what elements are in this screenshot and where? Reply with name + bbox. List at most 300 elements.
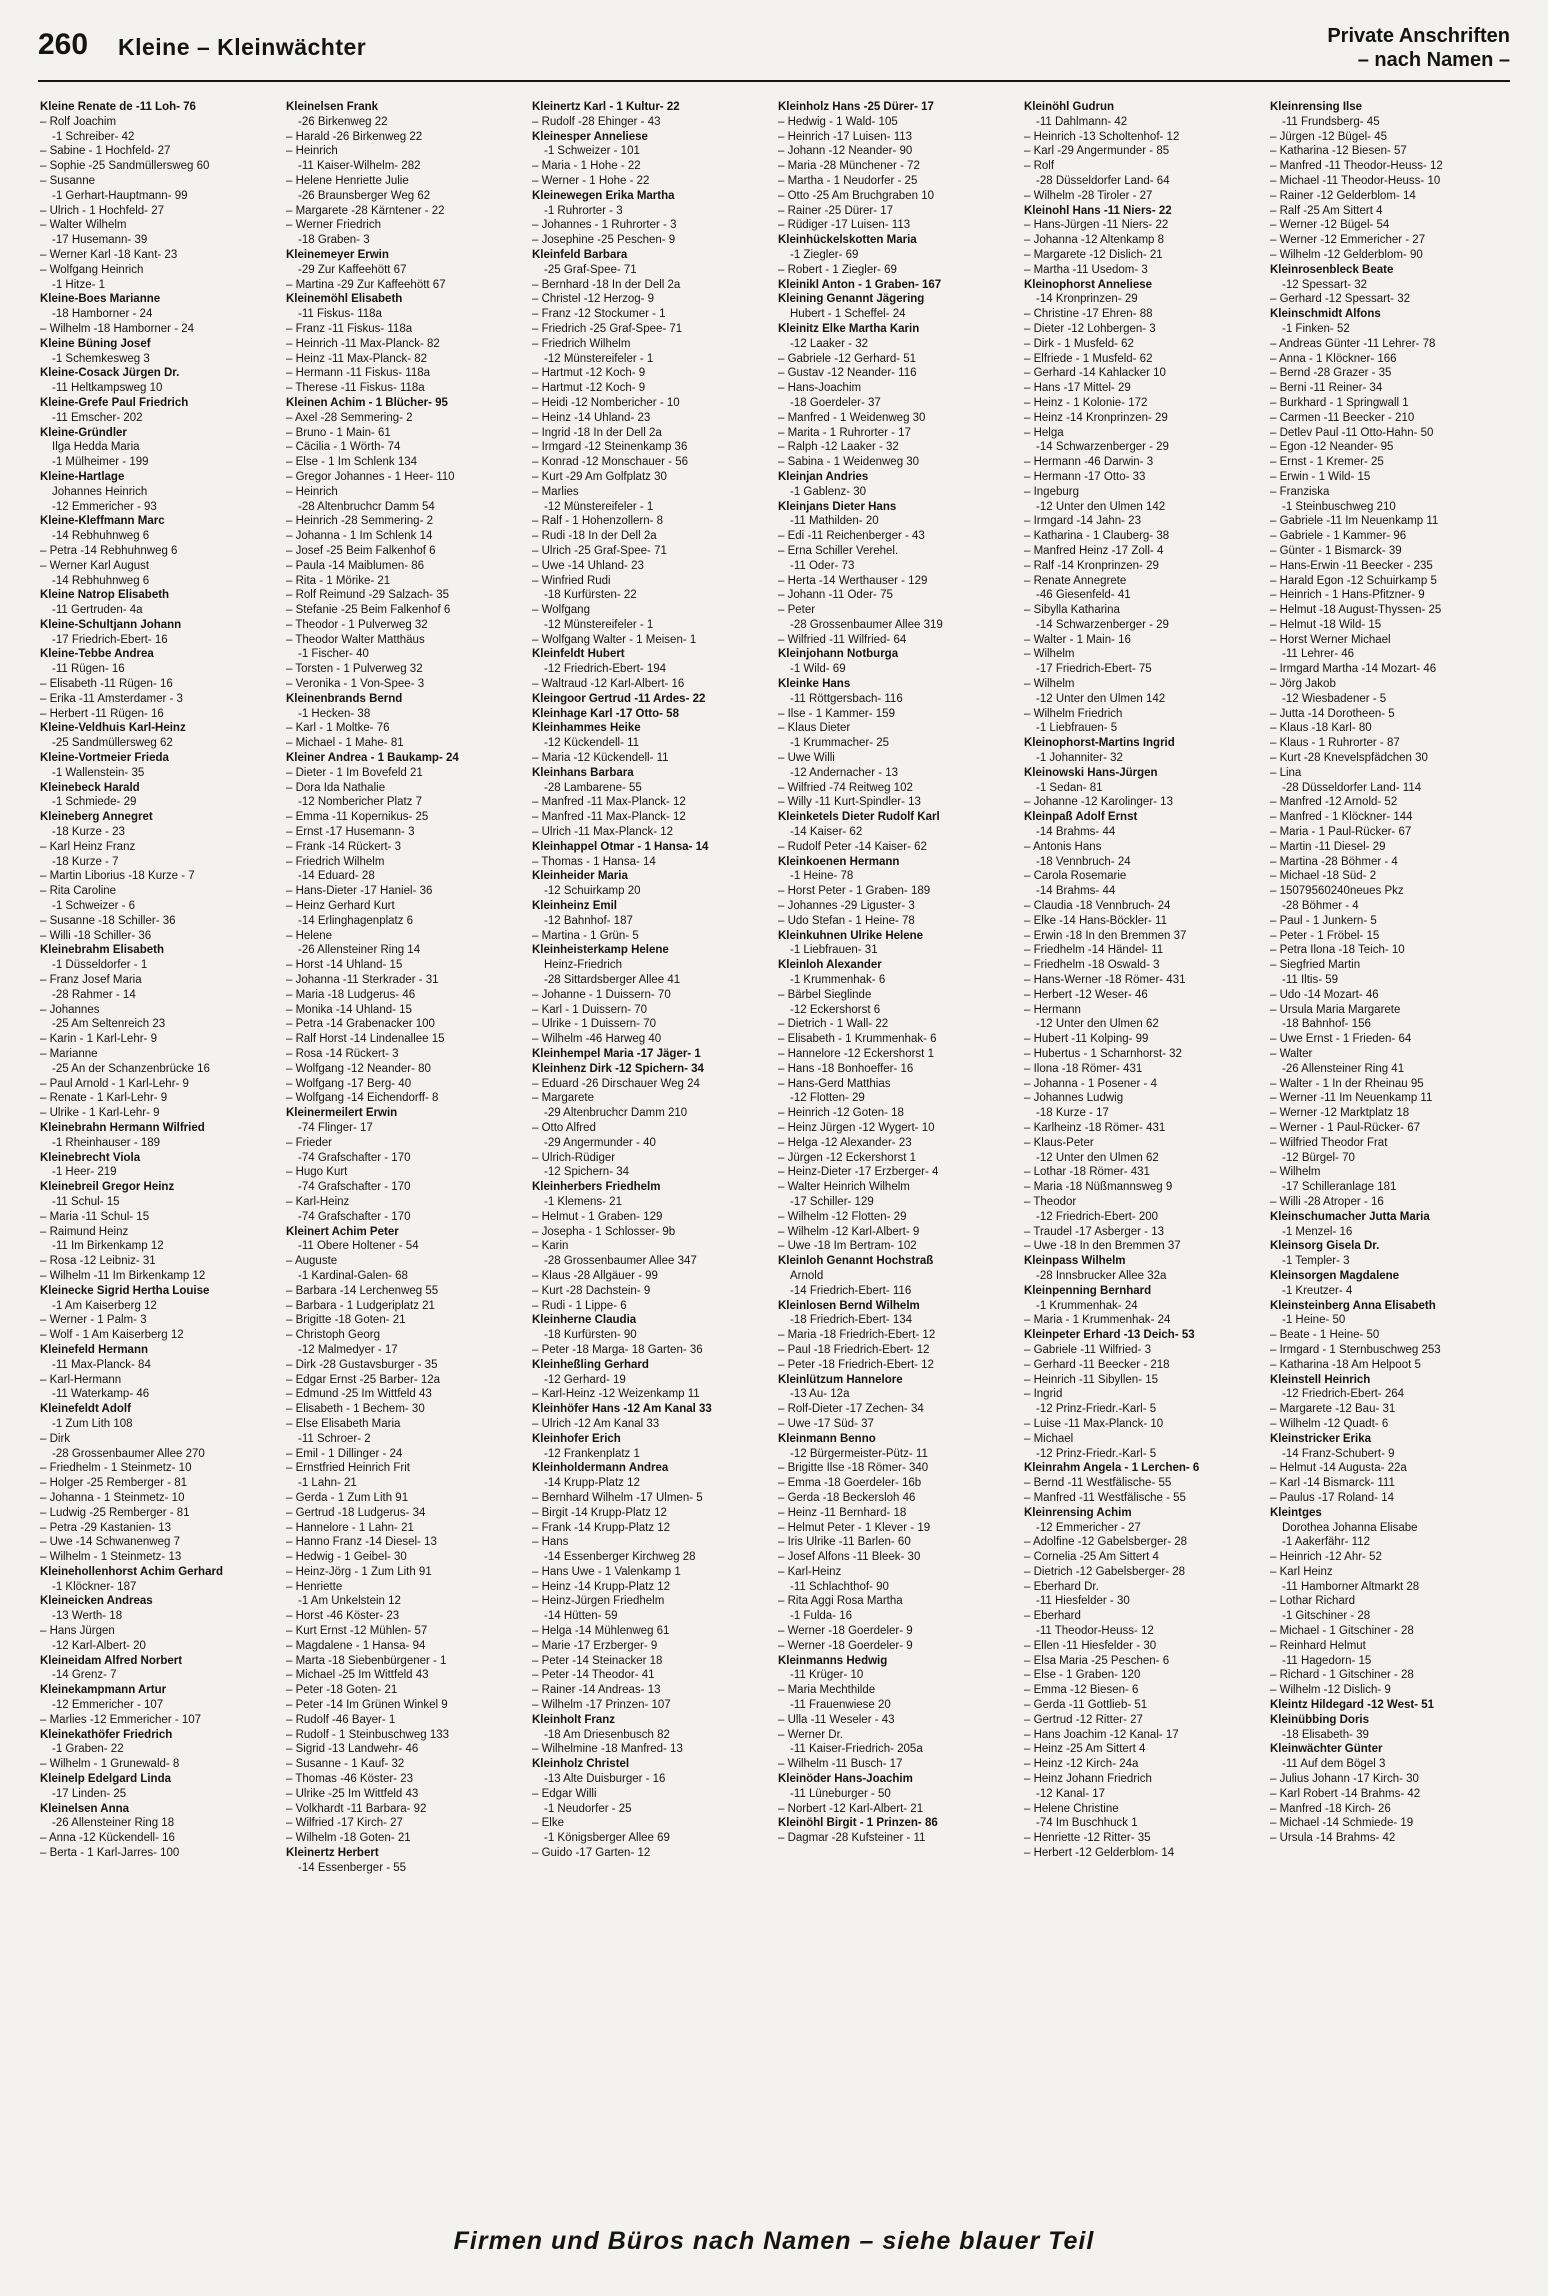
- directory-entry: – Heinz Johann Friedrich: [1024, 1773, 1152, 1786]
- directory-entry: -1 Liebfrauen- 5: [1036, 722, 1118, 735]
- directory-entry: Kleine-Cosack Jürgen Dr.: [40, 367, 180, 380]
- directory-entry: Kleinertz Herbert: [286, 1847, 379, 1860]
- directory-entry: – Peter - 1 Fröbel- 15: [1270, 929, 1380, 942]
- directory-entry: – Heinrich: [286, 145, 338, 158]
- directory-entry: – Franz -12 Stockumer - 1: [532, 308, 666, 321]
- directory-entry: – Werner Friedrich: [286, 219, 382, 232]
- directory-entry: – Petra -14 Grabenacker 100: [286, 1018, 435, 1031]
- directory-entry: – Marta -18 Siebenbürgener - 1: [286, 1654, 447, 1667]
- directory-entry: -14 Kronprinzen- 29: [1036, 293, 1138, 306]
- directory-entry: – Günter - 1 Bismarck- 39: [1270, 544, 1402, 557]
- directory-entry: – Martina -28 Böhmer - 4: [1270, 855, 1398, 868]
- directory-entry: – Emma -18 Goerdeler- 16b: [778, 1477, 922, 1490]
- directory-entry: – Martina - 1 Grün- 5: [532, 929, 639, 942]
- directory-entry: -12 Bürgel- 70: [1282, 1151, 1355, 1164]
- directory-entry: -12 Münstereifeler - 1: [544, 500, 654, 513]
- directory-entry: – Heinrich -28 Semmering- 2: [286, 515, 434, 528]
- directory-entry: Kleinhückelskotten Maria: [778, 234, 917, 247]
- directory-entry: – Kurt -28 Knevelspfädchen 30: [1270, 752, 1428, 765]
- directory-entry: Kleine Büning Josef: [40, 337, 151, 350]
- directory-entry: – Claudia -18 Vennbruch- 24: [1024, 900, 1171, 913]
- directory-entry: – Bernhard Wilhelm -17 Ulmen- 5: [532, 1491, 703, 1504]
- directory-entry: -12 Münstereifeler - 1: [544, 618, 654, 631]
- directory-entry: -28 Altenbruchcr Damm 54: [298, 500, 435, 513]
- directory-entry: -1 Krummenhak- 24: [1036, 1299, 1138, 1312]
- directory-entry: – Michael: [1024, 1432, 1074, 1445]
- directory-entry: -28 Düsseldorfer Land- 64: [1036, 174, 1170, 187]
- directory-entry: -28 Grossenbaumer Allee 270: [52, 1447, 205, 1460]
- directory-entry: – Dirk - 1 Musfeld- 62: [1024, 337, 1134, 350]
- directory-entry: Kleinebeck Harald: [40, 781, 140, 794]
- directory-entry: -1 Kardinal-Galen- 68: [298, 1269, 408, 1282]
- directory-entry: – Hans-Dieter -17 Haniel- 36: [286, 885, 433, 898]
- directory-entry: – Jörg Jakob: [1270, 678, 1336, 691]
- directory-entry: Kleinesper Anneliese: [532, 130, 648, 143]
- directory-entry: – Werner -11 Im Neuenkamp 11: [1270, 1092, 1433, 1105]
- directory-entry: – Horst Peter - 1 Graben- 189: [778, 885, 931, 898]
- directory-entry: – Martha - 1 Neudorfer - 25: [778, 174, 918, 187]
- directory-entry: – Ralf - 1 Hohenzollern- 8: [532, 515, 664, 528]
- directory-entry: – Wilhelm: [1024, 648, 1075, 661]
- directory-entry: – Anna - 1 Klöckner- 166: [1270, 352, 1397, 365]
- directory-entry: – Auguste: [286, 1255, 338, 1268]
- directory-entry: -29 Altenbruchcr Damm 210: [544, 1107, 688, 1120]
- directory-entry: Kleinrahm Angela - 1 Lerchen- 6: [1024, 1462, 1200, 1475]
- directory-entry: – Peter -14 Theodor- 41: [532, 1669, 655, 1682]
- directory-entry: Kleine-Vortmeier Frieda: [40, 752, 169, 765]
- directory-entry: – Wolfgang Heinrich: [40, 263, 144, 276]
- directory-entry: – Karl -29 Angermunder - 85: [1024, 145, 1170, 158]
- directory-entry: -1 Schemkesweg 3: [52, 352, 150, 365]
- directory-entry: – Norbert -12 Karl-Albert- 21: [778, 1802, 924, 1815]
- directory-entry: Kleinhappel Otmar - 1 Hansa- 14: [532, 840, 709, 853]
- directory-entry: Kleine-Kleffmann Marc: [40, 515, 165, 528]
- directory-entry: – Wilhelm: [1024, 678, 1075, 691]
- directory-entry: -25 Am Seltenreich 23: [52, 1018, 166, 1031]
- page-header: [38, 25, 1510, 76]
- directory-entry: Kleineicken Andreas: [40, 1595, 153, 1608]
- directory-entry: -18 Elisabeth- 39: [1282, 1728, 1369, 1741]
- directory-entry: – Karl-Heinz -12 Weizenkamp 11: [532, 1388, 700, 1401]
- directory-entry: – Sigrid -13 Landwehr- 46: [286, 1743, 419, 1756]
- directory-entry: Kleinjohann Notburga: [778, 648, 899, 661]
- page-title: Kleine – Kleinwächter: [118, 34, 367, 60]
- directory-entry: – Rosa -12 Leibniz- 31: [40, 1255, 156, 1268]
- directory-entry: Kleinkoenen Hermann: [778, 855, 900, 868]
- directory-entry: – Dieter -12 Lohbergen- 3: [1024, 322, 1156, 335]
- directory-entry: – Franz Josef Maria: [40, 974, 142, 987]
- directory-entry: Kleingoor Gertrud -11 Ardes- 22: [532, 692, 706, 705]
- directory-entry: Kleinstell Heinrich: [1270, 1373, 1371, 1386]
- directory-entry: – Frank -14 Rückert- 3: [286, 840, 402, 853]
- directory-entry: -17 Friedrich-Ebert- 75: [1036, 663, 1152, 676]
- directory-entry: – Erwin -18 In den Bremmen 37: [1024, 929, 1187, 942]
- directory-entry: – Martina -29 Zur Kaffeehött 67: [286, 278, 446, 291]
- directory-entry: – Helga -12 Alexander- 23: [778, 1136, 912, 1149]
- directory-entry: -28 Innsbrucker Allee 32a: [1036, 1269, 1167, 1282]
- directory-entry: – Maria - 1 Hohe - 22: [532, 160, 641, 173]
- directory-entry: – Christoph Georg: [286, 1329, 380, 1342]
- directory-entry: Kleinketels Dieter Rudolf Karl: [778, 811, 940, 824]
- directory-entry: – Uwe -18 Im Bertram- 102: [778, 1240, 917, 1253]
- directory-entry: – Ralf -25 Am Sittert 4: [1270, 204, 1383, 217]
- directory-entry: – Friedhelm -14 Händel- 11: [1024, 944, 1164, 957]
- directory-entry: -12 Bürgermeister-Pütz- 11: [790, 1447, 928, 1460]
- directory-entry: – Sabina - 1 Weidenweg 30: [778, 456, 920, 469]
- directory-entry: -1 Königsberger Allee 69: [544, 1832, 670, 1845]
- directory-entry: – Ernstfried Heinrich Frit: [286, 1462, 410, 1475]
- directory-entry: – Edgar Willi: [532, 1787, 597, 1800]
- directory-entry: Kleinekathöfer Friedrich: [40, 1728, 173, 1741]
- directory-entry: -1 Hitze- 1: [52, 278, 106, 291]
- directory-entry: – Axel -28 Semmering- 2: [286, 411, 413, 424]
- directory-entry: -11 Waterkamp- 46: [52, 1388, 150, 1401]
- directory-entry: – Manfred -11 Theodor-Heuss- 12: [1270, 160, 1443, 173]
- directory-entry: – Antonis Hans: [1024, 840, 1102, 853]
- directory-entry: – Reinhard Helmut: [1270, 1639, 1366, 1652]
- directory-entry: – Ludwig -25 Remberger - 81: [40, 1506, 190, 1519]
- directory-entry: – Peter -18 Marga- 18 Garten- 36: [532, 1343, 703, 1356]
- directory-column-3: [530, 100, 776, 2200]
- directory-entry: – Horst -14 Uhland- 15: [286, 959, 403, 972]
- directory-entry: – Maria Mechthilde: [778, 1684, 876, 1697]
- directory-entry: – Hermann -11 Fiskus- 118a: [286, 367, 431, 380]
- directory-entry: -18 Kurze - 17: [1036, 1107, 1109, 1120]
- directory-entry: – Johanna - 1 Im Schlenk 14: [286, 530, 433, 543]
- directory-entry: – Bernd -28 Grazer - 35: [1270, 367, 1392, 380]
- directory-entry: Kleinemöhl Elisabeth: [286, 293, 403, 306]
- directory-entry: – Karin: [532, 1240, 569, 1253]
- directory-entry: -14 Brahms- 44: [1036, 885, 1116, 898]
- directory-entry: Kleinhofer Erich: [532, 1432, 621, 1445]
- directory-entry: – Herbert -12 Weser- 46: [1024, 988, 1148, 1001]
- directory-entry: – Martin -11 Diesel- 29: [1270, 840, 1386, 853]
- directory-entry: Kleinophorst Anneliese: [1024, 278, 1153, 291]
- directory-entry: – Katharina -12 Biesen- 57: [1270, 145, 1407, 158]
- directory-entry: – Udo Stefan - 1 Heine- 78: [778, 914, 915, 927]
- directory-entry: Kleine-Boes Marianne: [40, 293, 161, 306]
- directory-entry: – Wilhelm -17 Prinzen- 107: [532, 1699, 671, 1712]
- directory-entry: – Uwe -14 Schwanenweg 7: [40, 1536, 180, 1549]
- directory-entry: – Heinz -11 Bernhard- 18: [778, 1506, 907, 1519]
- directory-entry: -1 Templer- 3: [1282, 1255, 1350, 1268]
- directory-entry: – Berni -11 Reiner- 34: [1270, 382, 1383, 395]
- directory-entry: -11 Lüneburger - 50: [790, 1787, 891, 1800]
- directory-entry: Kleinöhl Gudrun: [1024, 101, 1115, 113]
- directory-entry: – Carmen -11 Beecker - 210: [1270, 411, 1415, 424]
- directory-entry: -13 Werth- 18: [52, 1610, 123, 1623]
- directory-entry: -11 Auf dem Bögel 3: [1282, 1758, 1386, 1771]
- directory-entry: – Ralf Horst -14 Lindenallee 15: [286, 1033, 445, 1046]
- directory-entry: – Wilhelm - 1 Grunewald- 8: [40, 1758, 180, 1771]
- directory-entry: – Cäcilia - 1 Wörth- 74: [286, 441, 401, 454]
- directory-entry: – Werner -12 Bügel- 54: [1270, 219, 1390, 232]
- directory-entry: – Susanne - 1 Kauf- 32: [286, 1758, 405, 1771]
- directory-entry: – Ulrich - 1 Hochfeld- 27: [40, 204, 164, 217]
- directory-entry: -28 Grossenbaumer Allee 319: [790, 618, 943, 631]
- directory-entry: Kleinherbers Friedhelm: [532, 1181, 661, 1194]
- directory-entry: Kleinlosen Bernd Wilhelm: [778, 1299, 920, 1312]
- directory-entry: -14 Schwarzenberger - 29: [1036, 441, 1169, 454]
- directory-entry: – Johanna -11 Sterkrader - 31: [286, 974, 439, 987]
- directory-entry: – Karl-Hermann: [40, 1373, 122, 1386]
- directory-entry: – Heinrich: [286, 485, 338, 498]
- directory-entry: – Maria - 1 Paul-Rücker- 67: [1270, 826, 1412, 839]
- directory-entry: – Frieder: [286, 1136, 333, 1149]
- directory-entry: -17 Husemann- 39: [52, 234, 148, 247]
- directory-entry: – Willy -11 Kurt-Spindler- 13: [778, 796, 921, 809]
- directory-entry: – Johanna -12 Altenkamp 8: [1024, 234, 1165, 247]
- directory-entry: Kleinrensing Ilse: [1270, 101, 1363, 113]
- directory-entry: – Herbert -11 Rügen- 16: [40, 707, 164, 720]
- directory-entry: Kleinert Achim Peter: [286, 1225, 399, 1238]
- directory-entry: – Sabine - 1 Hochfeld- 27: [40, 145, 171, 158]
- directory-entry: Kleinjan Andries: [778, 470, 869, 483]
- directory-entry: – Burkhard - 1 Springwall 1: [1270, 396, 1409, 409]
- directory-entry: Kleinheider Maria: [532, 870, 628, 883]
- directory-entry: – Manfred - 1 Weidenweg 30: [778, 411, 926, 424]
- directory-entry: – Katharina - 1 Clauberg- 38: [1024, 530, 1170, 543]
- directory-entry: -11 Schroer- 2: [298, 1432, 371, 1445]
- directory-entry: Kleinlützum Hannelore: [778, 1373, 903, 1386]
- directory-entry: – Ralph -12 Laaker - 32: [778, 441, 899, 454]
- directory-entry: -74 Grafschafter - 170: [298, 1210, 411, 1223]
- directory-entry: – Theodor Walter Matthäus: [286, 633, 425, 646]
- directory-entry: -74 Grafschafter - 170: [298, 1181, 411, 1194]
- directory-entry: -28 Grossenbaumer Allee 347: [544, 1255, 697, 1268]
- directory-entry: – Christel -12 Herzog- 9: [532, 293, 655, 306]
- directory-entry: – Henriette -12 Ritter- 35: [1024, 1832, 1151, 1845]
- directory-entry: Kleinohl Hans -11 Niers- 22: [1024, 204, 1172, 217]
- directory-entry: – Jürgen -12 Bügel- 45: [1270, 130, 1387, 143]
- directory-entry: – Helmut -18 August-Thyssen- 25: [1270, 604, 1442, 617]
- directory-entry: Kleinermeilert Erwin: [286, 1107, 398, 1120]
- directory-entry: – Wilfried -17 Kirch- 27: [286, 1817, 403, 1830]
- directory-entry: – Peter: [778, 604, 816, 617]
- directory-entry: – Adolfine -12 Gabelsberger- 28: [1024, 1536, 1188, 1549]
- directory-entry: -74 Im Buschhuck 1: [1036, 1817, 1138, 1830]
- directory-entry: -1 Wild- 69: [790, 663, 846, 676]
- directory-entry: – Manfred -18 Kirch- 26: [1270, 1802, 1391, 1815]
- directory-entry: – Lina: [1270, 766, 1302, 779]
- directory-entry: -14 Kaiser- 62: [790, 826, 863, 839]
- directory-entry: -1 Johanniter- 32: [1036, 752, 1123, 765]
- directory-entry: Kleinhöfer Hans -12 Am Kanal 33: [532, 1403, 712, 1416]
- directory-entry: -11 Schlachthof- 90: [790, 1580, 889, 1593]
- directory-entry: -28 Lambarene- 55: [544, 781, 642, 794]
- directory-entry: – Hans Jürgen: [40, 1625, 115, 1638]
- directory-entry: -11 Theodor-Heuss- 12: [1036, 1625, 1154, 1638]
- directory-entry: – Hubert -11 Kolping- 99: [1024, 1033, 1149, 1046]
- directory-entry: -12 Bahnhof- 187: [544, 914, 633, 927]
- directory-entry: -1 Am Kaiserberg 12: [52, 1299, 157, 1312]
- directory-entry: -11 Frauenwiese 20: [790, 1699, 891, 1712]
- directory-entry: – Eberhard Dr.: [1024, 1580, 1099, 1593]
- directory-entry: Kleinitz Elke Martha Karin: [778, 322, 920, 335]
- directory-entry: – Elsa Maria -25 Peschen- 6: [1024, 1654, 1170, 1667]
- directory-entry: -14 Essenberger - 55: [298, 1861, 407, 1874]
- directory-entry: – Johanna - 1 Posener - 4: [1024, 1077, 1157, 1090]
- directory-entry: – Wilhelm - 1 Steinmetz- 13: [40, 1551, 182, 1564]
- directory-entry: – Gerda - 1 Zum Lith 91: [286, 1491, 409, 1504]
- directory-entry: -14 Krupp-Platz 12: [544, 1477, 640, 1490]
- directory-entry: – Karlheinz -18 Römer- 431: [1024, 1121, 1166, 1134]
- directory-entry: – Ingrid -18 In der Dell 2a: [532, 426, 662, 439]
- directory-entry: Kleinelp Edelgard Linda: [40, 1773, 171, 1786]
- directory-entry: – Johann -12 Neander- 90: [778, 145, 913, 158]
- directory-entry: – Karl-Heinz: [286, 1195, 350, 1208]
- directory-entry: – Luise -11 Max-Planck- 10: [1024, 1417, 1164, 1430]
- directory-entry: – Hubertus - 1 Scharnhorst- 32: [1024, 1048, 1182, 1060]
- directory-entry: – Gerhard -14 Kahlacker 10: [1024, 367, 1166, 380]
- directory-entry: – Rudolf -46 Bayer- 1: [286, 1713, 396, 1726]
- directory-entry: – Karin - 1 Karl-Lehr- 9: [40, 1033, 157, 1046]
- directory-entry: – Rita - 1 Mörike- 21: [286, 574, 391, 587]
- directory-entry: – Irmgard - 1 Sternbuschweg 253: [1270, 1343, 1441, 1356]
- directory-entry: – Hans-Gerd Matthias: [778, 1077, 891, 1090]
- directory-entry: -1 Schmiede- 29: [52, 796, 137, 809]
- directory-entry: Kleinsteinberg Anna Elisabeth: [1270, 1299, 1436, 1312]
- directory-entry: -1 Heine- 50: [1282, 1314, 1346, 1327]
- directory-entry: -11 Frundsberg- 45: [1282, 115, 1380, 128]
- directory-entry: – Karl Heinz Franz: [40, 840, 136, 853]
- directory-entry: -11 Iltis- 59: [1282, 974, 1339, 987]
- directory-entry: – Hedwig - 1 Wald- 105: [778, 115, 898, 128]
- directory-entry: -14 Hütten- 59: [544, 1610, 618, 1623]
- directory-entry: – Ulrike - 1 Duissern- 70: [532, 1018, 656, 1031]
- directory-entry: – Wilhelm -12 Flotten- 29: [778, 1210, 907, 1223]
- directory-entry: – Peter -14 Steinacker 18: [532, 1654, 663, 1667]
- directory-entry: – Helmut - 1 Graben- 129: [532, 1210, 663, 1223]
- directory-entry: -1 Liebfrauen- 31: [790, 944, 878, 957]
- directory-entry: – Helene: [286, 929, 333, 942]
- directory-entry: Kleinöder Hans-Joachim: [778, 1773, 913, 1786]
- directory-entry: – Dirk -28 Gustavsburger - 35: [286, 1358, 438, 1371]
- directory-entry: Kleinhenz Dirk -12 Spichern- 34: [532, 1062, 704, 1075]
- directory-entry: -11 Hamborner Altmarkt 28: [1282, 1580, 1420, 1593]
- directory-entry: -1 Graben- 22: [52, 1743, 124, 1756]
- directory-entry: – Heinz -14 Krupp-Platz 12: [532, 1580, 671, 1593]
- directory-entry: – Elke -14 Hans-Böckler- 11: [1024, 914, 1167, 927]
- directory-entry: – Elke: [532, 1817, 564, 1830]
- directory-entry: -12 Unter den Ulmen 62: [1036, 1018, 1159, 1031]
- directory-entry: – Michael - 1 Gitschiner - 28: [1270, 1625, 1414, 1638]
- directory-entry: Kleine-Gründler: [40, 426, 127, 439]
- directory-entry: – Johannes - 1 Ruhrorter - 3: [532, 219, 677, 232]
- directory-entry: – Josef -25 Beim Falkenhof 6: [286, 544, 436, 557]
- directory-entry: – Erika -11 Amsterdamer - 3: [40, 692, 183, 705]
- directory-entry: – Wolfgang -17 Berg- 40: [286, 1077, 412, 1090]
- directory-entry: Kleinpass Wilhelm: [1024, 1255, 1126, 1268]
- directory-entry: – Birgit -14 Krupp-Platz 12: [532, 1506, 667, 1519]
- directory-entry: – Karl Heinz: [1270, 1565, 1333, 1578]
- directory-entry: – Friedrich -25 Graf-Spee- 71: [532, 322, 683, 335]
- directory-entry: – Wolfgang -12 Neander- 80: [286, 1062, 431, 1075]
- directory-entry: – Dagmar -28 Kufsteiner - 11: [778, 1832, 926, 1845]
- directory-entry: – Werner -12 Emmericher - 27: [1270, 234, 1426, 247]
- directory-entry: – 15079560240neues Pkz: [1270, 885, 1404, 898]
- directory-entry: -1 Finken- 52: [1282, 322, 1350, 335]
- directory-entry: -26 Allensteiner Ring 14: [298, 944, 421, 957]
- directory-entry: Kleinheinz Emil: [532, 900, 617, 913]
- directory-entry: -13 Alte Duisburger - 16: [544, 1773, 666, 1786]
- directory-entry: – Sibylla Katharina: [1024, 604, 1120, 617]
- directory-entry: Kleinehollenhorst Achim Gerhard: [40, 1565, 223, 1578]
- directory-entry: -12 Spessart- 32: [1282, 278, 1368, 291]
- directory-entry: – Wilhelmine -18 Manfred- 13: [532, 1743, 683, 1756]
- directory-entry: – Dietrich - 1 Wall- 22: [778, 1018, 889, 1031]
- directory-entry: – Carola Rosemarie: [1024, 870, 1127, 883]
- directory-entry: -11 Max-Planck- 84: [52, 1358, 151, 1371]
- directory-entry: -1 Klöckner- 187: [52, 1580, 137, 1593]
- directory-entry: Kleinelsen Frank: [286, 101, 379, 113]
- directory-entry: – Gabriele -11 Wilfried- 3: [1024, 1343, 1151, 1356]
- directory-entry: – Michael - 1 Mahe- 81: [286, 737, 404, 750]
- directory-entry: – Werner -12 Marktplatz 18: [1270, 1107, 1410, 1120]
- directory-entry: -25 Sandmüllersweg 62: [52, 737, 173, 750]
- directory-entry: – Andreas Günter -11 Lehrer- 78: [1270, 337, 1436, 350]
- directory-entry: – Klaus-Peter: [1024, 1136, 1094, 1149]
- directory-entry: -25 An der Schanzenbrücke 16: [52, 1062, 210, 1075]
- directory-entry: Kleine-Grefe Paul Friedrich: [40, 396, 189, 409]
- directory-entry: – Johannes -29 Liguster- 3: [778, 900, 915, 913]
- directory-entry: Kleiner Andrea - 1 Baukamp- 24: [286, 752, 459, 765]
- directory-entry: – Brigitte -18 Goten- 21: [286, 1314, 406, 1327]
- directory-entry: – Heinrich -13 Scholtenhof- 12: [1024, 130, 1180, 143]
- directory-entry: Heinz-Friedrich: [544, 959, 622, 972]
- directory-entry: – Heinz Jürgen -12 Wygert- 10: [778, 1121, 935, 1134]
- directory-entry: – Maria - 1 Krummenhak- 24: [1024, 1314, 1171, 1327]
- directory-entry: – Ingeburg: [1024, 485, 1079, 498]
- directory-entry: – Johanne -12 Karolinger- 13: [1024, 796, 1173, 809]
- directory-entry: Kleinwächter Günter: [1270, 1743, 1383, 1756]
- directory-entry: – Manfred -12 Arnold- 52: [1270, 796, 1398, 809]
- directory-entry: – Wilhelm -11 Im Birkenkamp 12: [40, 1269, 206, 1282]
- directory-entry: -11 Kaiser-Friedrich- 205a: [790, 1743, 923, 1756]
- directory-entry: -12 Malmedyer - 17: [298, 1343, 398, 1356]
- directory-entry: -29 Zur Kaffeehött 67: [298, 263, 407, 276]
- directory-entry: – Jürgen -12 Eckershorst 1: [778, 1151, 917, 1164]
- directory-entry: Kleinschmidt Alfons: [1270, 308, 1381, 321]
- directory-entry: – Johanna - 1 Steinmetz- 10: [40, 1491, 185, 1504]
- directory-entry: – Lothar -18 Römer- 431: [1024, 1166, 1150, 1179]
- directory-entry: -1 Kreutzer- 4: [1282, 1284, 1353, 1297]
- directory-entry: -1 Schweizer - 101: [544, 145, 640, 158]
- directory-entry: – Margarete -28 Kärntener - 22: [286, 204, 445, 217]
- directory-entry: – Gabriele -11 Im Neuenkamp 11: [1270, 515, 1439, 528]
- directory-entry: – Manfred Heinz -17 Zoll- 4: [1024, 544, 1164, 557]
- directory-entry: – Dirk: [40, 1432, 71, 1445]
- directory-entry: – Paul -18 Friedrich-Ebert- 12: [778, 1343, 930, 1356]
- directory-entry: -12 Emmericher - 27: [1036, 1521, 1141, 1534]
- directory-entry: – Emma -12 Biesen- 6: [1024, 1684, 1139, 1697]
- directory-entry: -1 Steinbuschweg 210: [1282, 500, 1396, 513]
- directory-entry: – Torsten - 1 Pulverweg 32: [286, 663, 423, 676]
- directory-entry: – Werner - 1 Palm- 3: [40, 1314, 147, 1327]
- directory-entry: – Hans-Erwin -11 Beecker - 235: [1270, 559, 1433, 572]
- directory-entry: -18 Bahnhof- 156: [1282, 1018, 1371, 1031]
- directory-entry: -12 Emmericher - 93: [52, 500, 157, 513]
- directory-entry: – Josephine -25 Peschen- 9: [532, 234, 676, 247]
- directory-entry: – Heidi -12 Nombericher - 10: [532, 396, 680, 409]
- directory-entry: – Ilse - 1 Kammer- 159: [778, 707, 895, 720]
- directory-entry: – Rudolf -28 Ehinger - 43: [532, 115, 661, 128]
- directory-entry: -17 Linden- 25: [52, 1787, 127, 1800]
- directory-entry: -11 Im Birkenkamp 12: [52, 1240, 164, 1253]
- directory-entry: Kleinelsen Anna: [40, 1802, 130, 1815]
- directory-entry: – Renate Annegrete: [1024, 574, 1127, 587]
- directory-entry: – Stefanie -25 Beim Falkenhof 6: [286, 604, 451, 617]
